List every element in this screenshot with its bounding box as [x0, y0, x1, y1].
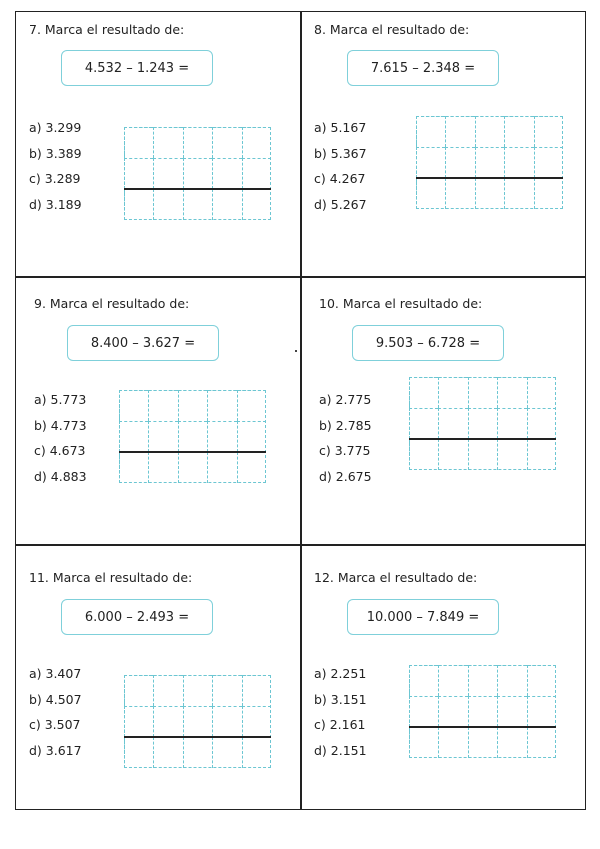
answer-options	[319, 387, 372, 489]
answer-options	[314, 661, 367, 763]
answer-option[interactable]: a) 3.299	[29, 120, 82, 135]
exercise-12	[302, 546, 587, 812]
calculation-grid	[409, 377, 556, 470]
calculation-grid	[124, 675, 271, 768]
expression-box	[347, 50, 499, 86]
answer-option[interactable]: a) 2.251	[314, 666, 367, 681]
expression-box	[67, 325, 219, 361]
expression-text: 6.000 – 2.493 =	[84, 609, 190, 625]
expression-box	[347, 599, 499, 635]
calculation-grid	[124, 127, 271, 220]
grid-border	[416, 116, 563, 209]
answer-option[interactable]: c) 3.775	[319, 443, 371, 458]
grid-border	[119, 390, 266, 483]
calculation-grid	[119, 390, 266, 483]
expression-text: 4.532 – 1.243 =	[84, 60, 190, 76]
exercise-title: 11. Marca el resultado de:	[29, 570, 193, 585]
answer-options	[34, 387, 87, 489]
answer-option[interactable]: b) 4.507	[29, 691, 82, 707]
result-line	[124, 736, 271, 738]
exercise-title: 7. Marca el resultado de:	[29, 22, 185, 37]
answer-option[interactable]: b) 5.367	[314, 145, 367, 161]
expression-box	[61, 50, 213, 86]
result-line	[409, 726, 556, 728]
result-line	[416, 177, 563, 179]
answer-option[interactable]: b) 2.785	[319, 417, 372, 433]
answer-option[interactable]: c) 3.289	[29, 171, 81, 186]
expression-box	[61, 599, 213, 635]
grid-border	[124, 127, 271, 220]
answer-option[interactable]: a) 2.775	[319, 392, 372, 407]
answer-option[interactable]: b) 3.389	[29, 145, 82, 161]
result-line	[119, 451, 266, 453]
answer-option[interactable]: a) 5.773	[34, 392, 87, 407]
expression-text: 8.400 – 3.627 =	[90, 335, 196, 351]
calculation-grid	[409, 665, 556, 758]
grid-border	[409, 665, 556, 758]
answer-option[interactable]: c) 4.673	[34, 443, 86, 458]
answer-option[interactable]: d) 3.617	[29, 742, 82, 758]
exercise-7	[16, 12, 301, 278]
answer-option[interactable]: d) 5.267	[314, 196, 367, 212]
answer-option[interactable]: d) 4.883	[34, 468, 87, 484]
answer-option[interactable]: a) 5.167	[314, 120, 367, 135]
result-line	[409, 438, 556, 440]
exercise-title: 9. Marca el resultado de:	[34, 296, 190, 311]
expression-text: 7.615 – 2.348 =	[370, 60, 476, 76]
answer-option[interactable]: b) 3.151	[314, 691, 367, 707]
answer-option[interactable]: c) 2.161	[314, 717, 366, 732]
answer-options	[29, 661, 82, 763]
grid-border	[124, 675, 271, 768]
answer-option[interactable]: c) 3.507	[29, 717, 81, 732]
exercise-11	[16, 546, 301, 812]
expression-box	[352, 325, 504, 361]
answer-option[interactable]: d) 2.151	[314, 742, 367, 758]
exercise-9	[16, 278, 301, 544]
exercise-title: 10. Marca el resultado de:	[319, 296, 483, 311]
expression-text: 10.000 – 7.849 =	[366, 609, 480, 625]
exercise-title: 8. Marca el resultado de:	[314, 22, 470, 37]
exercise-10	[302, 278, 587, 544]
answer-option[interactable]: c) 4.267	[314, 171, 366, 186]
expression-text: 9.503 – 6.728 =	[375, 335, 481, 351]
answer-option[interactable]: d) 2.675	[319, 468, 372, 484]
result-line	[124, 188, 271, 190]
answer-options	[314, 115, 367, 217]
exercise-title: 12. Marca el resultado de:	[314, 570, 478, 585]
exercise-8	[302, 12, 587, 278]
answer-option[interactable]: a) 3.407	[29, 666, 82, 681]
grid-border	[409, 377, 556, 470]
calculation-grid	[416, 116, 563, 209]
answer-option[interactable]: d) 3.189	[29, 196, 82, 212]
answer-option[interactable]: b) 4.773	[34, 417, 87, 433]
answer-options	[29, 115, 82, 217]
